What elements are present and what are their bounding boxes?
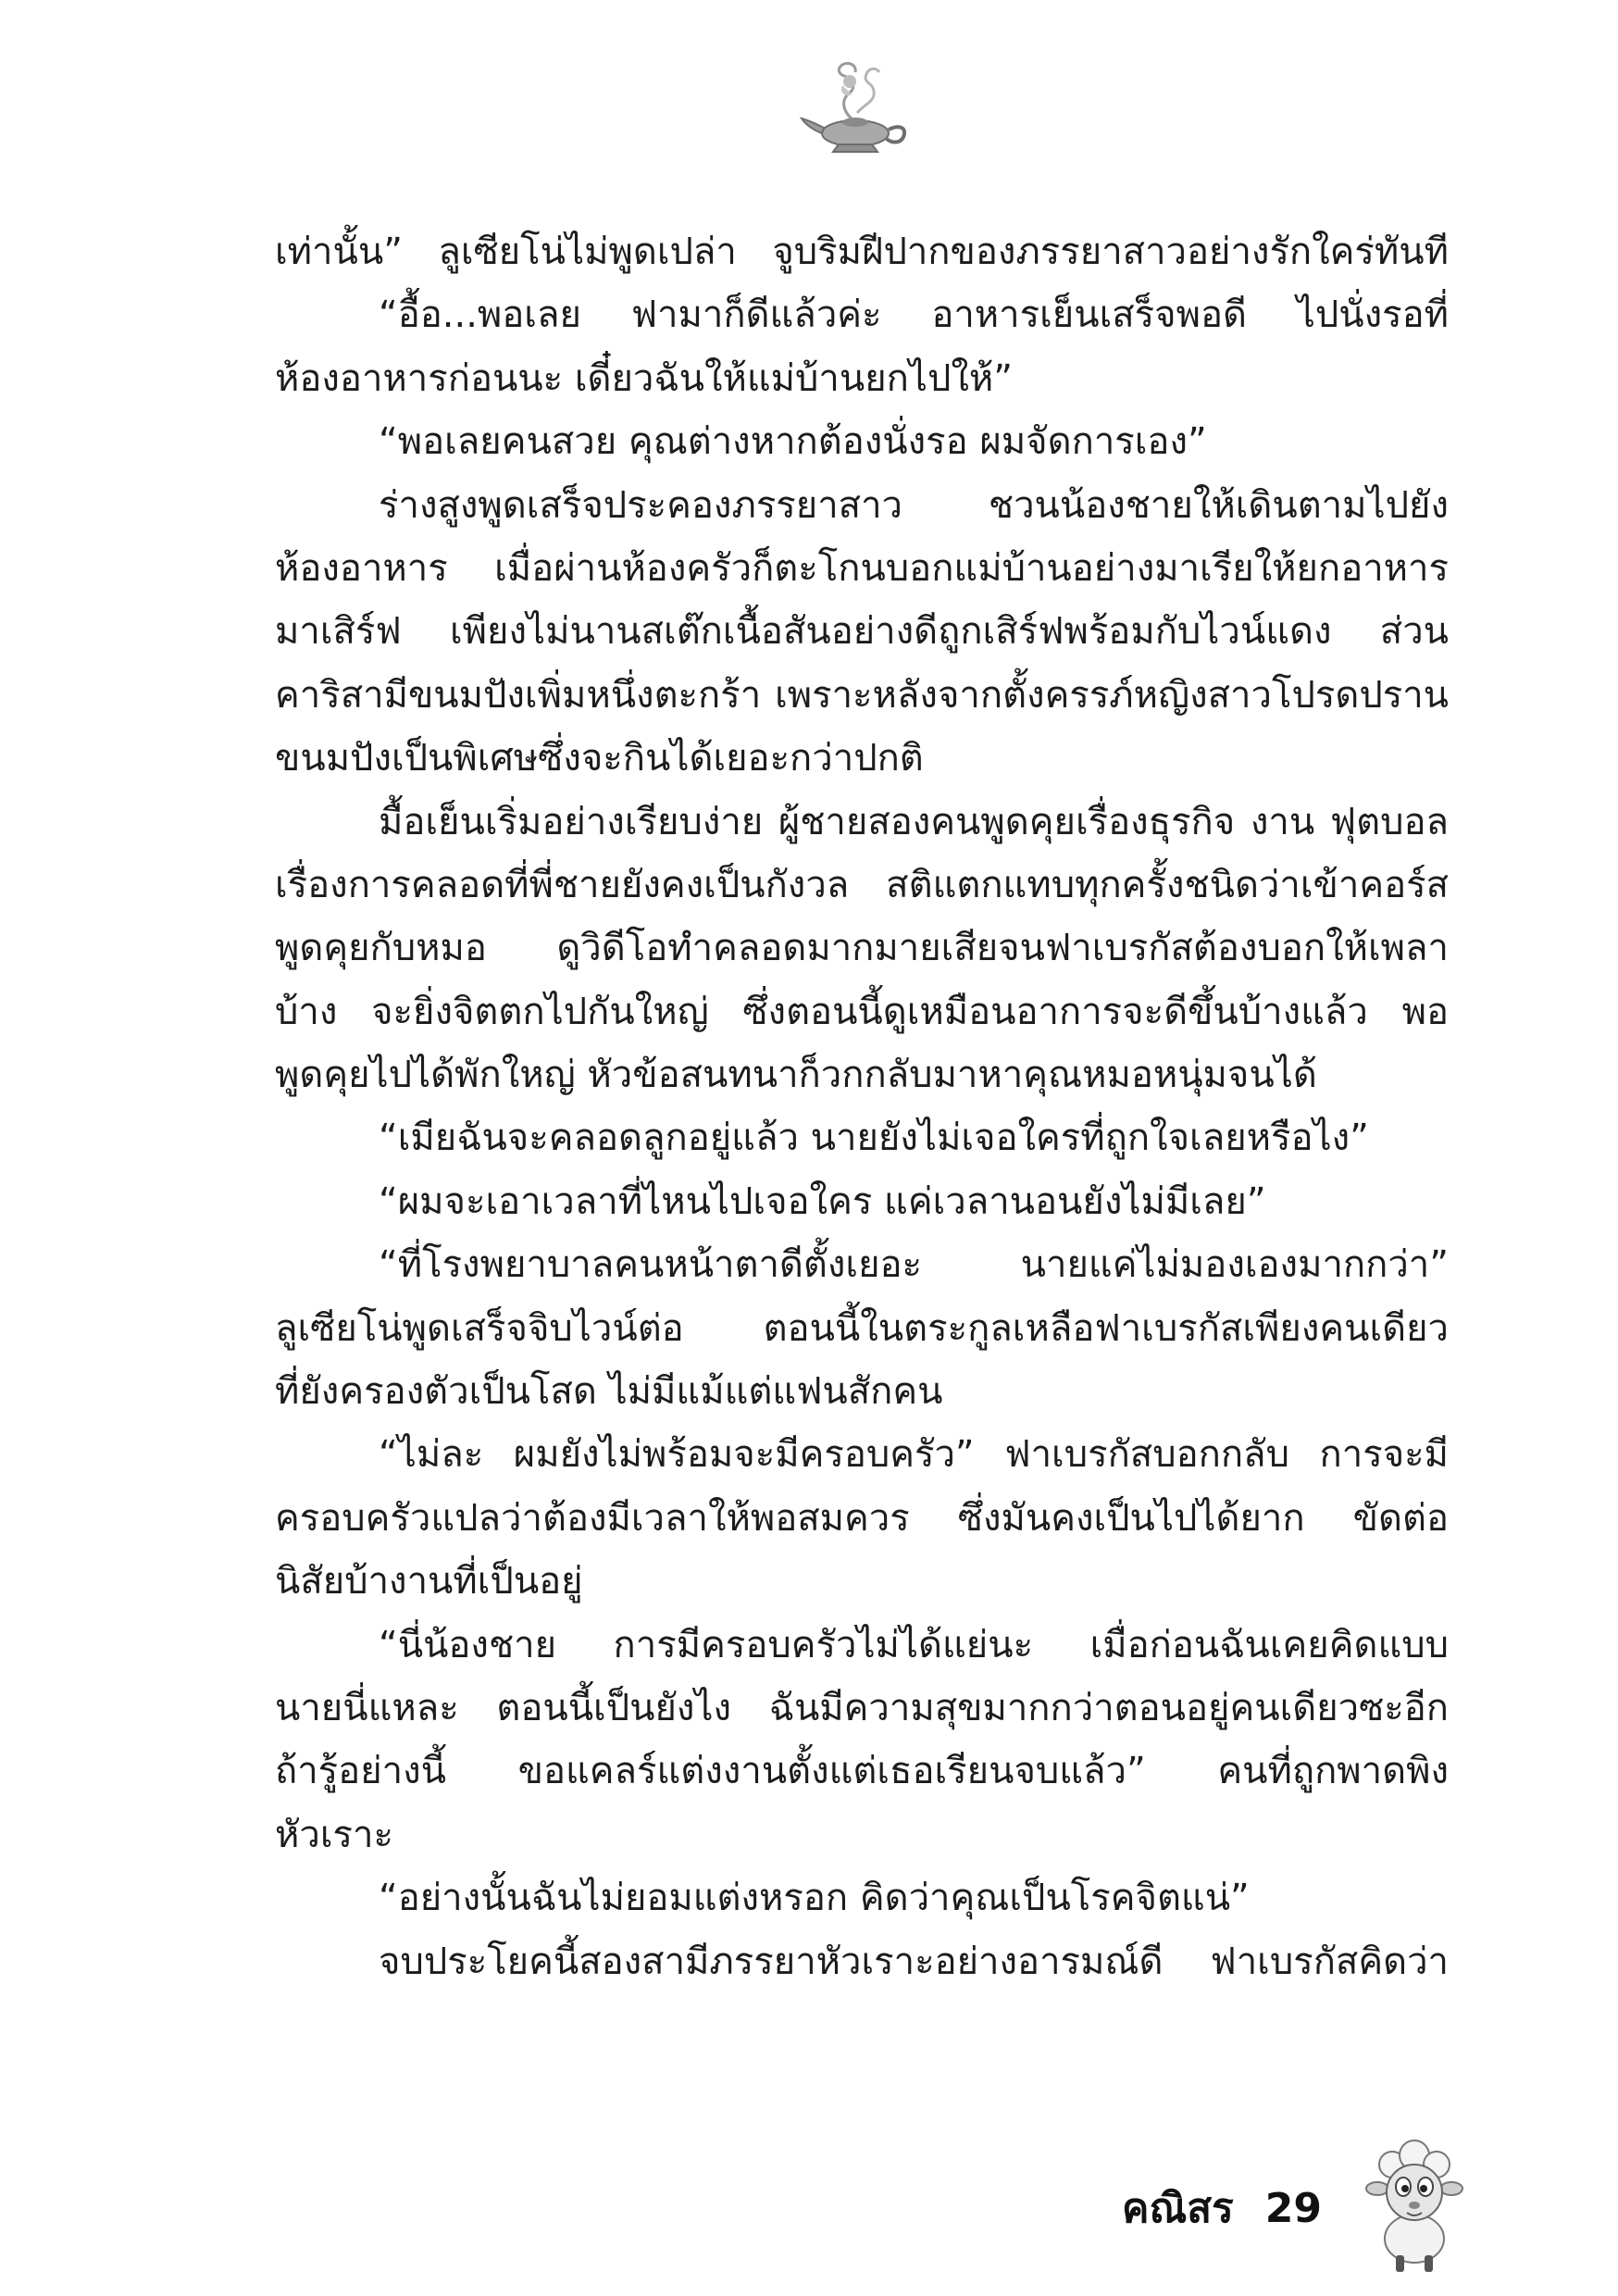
text-line: เรื่องการคลอดที่พี่ชายยังคงเป็นกังวล สติแตกแทบทุกครั้งชนิดว่าเข้าคอร์ส [275,863,1449,906]
author-name: คณิสร [1122,2185,1234,2232]
text-line: “ผมจะเอาเวลาที่ไหนไปเจอใคร แค่เวลานอนยังไม่มีเลย” [379,1179,1266,1223]
text-line: ห้องอาหารก่อนนะ เดี๋ยวฉันให้แม่บ้านยกไปให้” [275,356,1014,400]
text-line: มาเสิร์ฟ เพียงไม่นานสเต๊กเนื้อสันอย่างดีถูกเสิร์ฟพร้อมกับไวน์แดง ส่วน [275,610,1449,654]
text-line: ที่ยังครองตัวเป็นโสด ไม่มีแม้แต่แฟนสักคน [275,1370,943,1414]
genie-lamp-icon [796,56,916,162]
text-line: ครอบครัวแปลว่าต้องมีเวลาให้พอสมควร ซึ่งมันคงเป็นไปได้ยาก ขัดต่อ [275,1496,1449,1540]
text-line: “ไม่ละ ผมยังไม่พร้อมจะมีครอบครัว” ฟาเบรกัสบอกกลับ การจะมี [379,1433,1449,1477]
text-line: “เมียฉันจะคลอดลูกอยู่แล้ว นายยังไม่เจอใครที่ถูกใจเลยหรือไง” [379,1117,1369,1160]
text-line: นิสัยบ้างานที่เป็นอยู่ [275,1560,583,1603]
text-line: หัวเราะ [275,1813,393,1856]
text-line: ร่างสูงพูดเสร็จประคองภรรยาสาว ชวนน้องชายให้เดินตามไปยัง [379,483,1449,527]
text-line: “ที่โรงพยาบาลคนหน้าตาดีตั้งเยอะ นายแค่ไม่มองเองมากกว่า” [379,1243,1449,1287]
text-line: ขนมปังเป็นพิเศษซึ่งจะกินได้เยอะกว่าปกติ [275,737,924,780]
text-line: พูดคุยไปได้พักใหญ่ หัวข้อสนทนาก็วกกลับมาหาคุณหมอหนุ่มจนได้ [275,1054,1317,1097]
text-line: “อื้อ...พอเลย ฟามาก็ดีแล้วค่ะ อาหารเย็นเสร็จพอดี ไปนั่งรอที่ [379,293,1449,337]
sheep-mascot-icon [1359,2129,1470,2277]
text-line: พูดคุยกับหมอ ดูวิดีโอทำคลอดมากมายเสียจนฟาเบรกัสต้องบอกให้เพลา [275,927,1449,970]
text-line: คาริสามีขนมปังเพิ่มหนึ่งตะกร้า เพราะหลังจากตั้งครรภ์หญิงสาวโปรดปราน [275,673,1449,717]
page-footer [1122,2171,1322,2245]
text-line: ถ้ารู้อย่างนี้ ขอแคลร์แต่งงานตั้งแต่เธอเรียนจบแล้ว” คนที่ถูกพาดพิง [275,1750,1449,1793]
text-line: นายนี่แหละ ตอนนี้เป็นยังไง ฉันมีความสุขมากกว่าตอนอยู่คนเดียวซะอีก [275,1686,1449,1729]
text-line: มื้อเย็นเริ่มอย่างเรียบง่าย ผู้ชายสองคนพูดคุยเรื่องธุรกิจ งาน ฟุตบอล [379,800,1449,843]
text-line: จบประโยคนี้สองสามีภรรยาหัวเราะอย่างอารมณ์ดี ฟาเบรกัสคิดว่า [379,1940,1449,1983]
body-text [275,220,1449,1993]
text-line: “พอเลยคนสวย คุณต่างหากต้องนั่งรอ ผมจัดการเอง” [379,420,1207,464]
page-number: 29 [1264,2184,1322,2232]
text-line: ลูเซียโน่พูดเสร็จจิบไวน์ต่อ ตอนนี้ในตระกูลเหลือฟาเบรกัสเพียงคนเดียว [275,1306,1449,1350]
text-line: เท่านั้น” ลูเซียโน่ไม่พูดเปล่า จูบริมฝีปากของภรรยาสาวอย่างรักใคร่ทันที [275,231,1449,273]
text-line: บ้าง จะยิ่งจิตตกไปกันใหญ่ ซึ่งตอนนี้ดูเหมือนอาการจะดีขึ้นบ้างแล้ว พอ [275,990,1449,1033]
text-line: “นี่น้องชาย การมีครอบครัวไม่ได้แย่นะ เมื่อก่อนฉันเคยคิดแบบ [379,1623,1449,1666]
text-line: “อย่างนั้นฉันไม่ยอมแต่งหรอก คิดว่าคุณเป็นโรคจิตแน่” [379,1877,1250,1920]
text-line: ห้องอาหาร เมื่อผ่านห้องครัวก็ตะโกนบอกแม่บ้านอย่างมาเรียให้ยกอาหาร [275,546,1449,590]
